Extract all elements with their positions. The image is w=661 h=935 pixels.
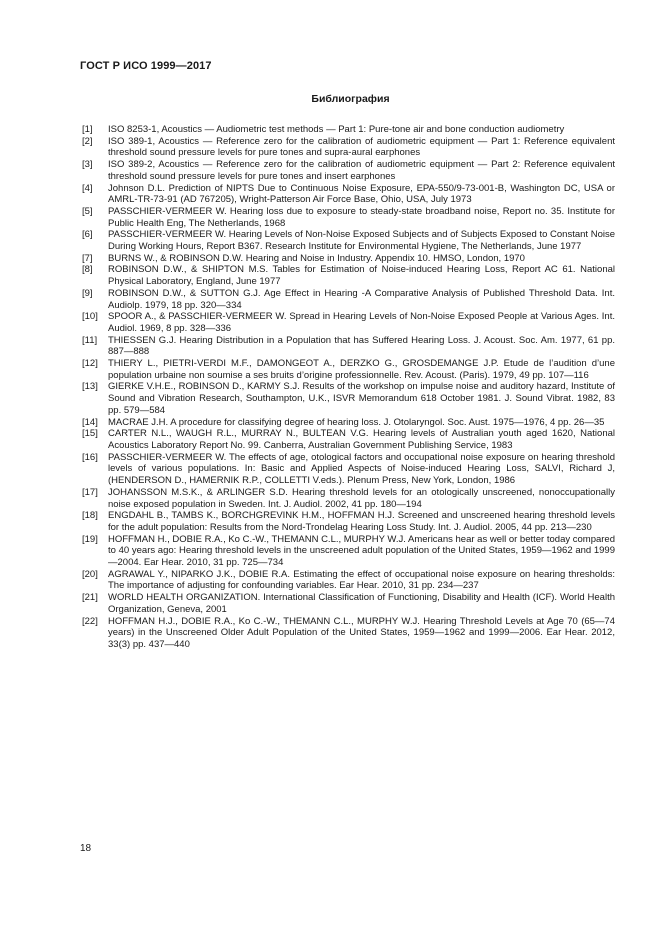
bibliography-entry-number: [6] (82, 229, 93, 241)
bibliography-list (82, 124, 615, 651)
bibliography-entry-number: [16] (82, 451, 98, 463)
bibliography-entry (82, 510, 615, 533)
bibliography-entry (82, 136, 615, 159)
bibliography-entry-number: [8] (82, 264, 93, 276)
bibliography-entry-number: [13] (82, 381, 98, 393)
bibliography-entry-text: PASSCHIER-VERMEER W. The effects of age, otological factors and occupational noise exposure on hearing threshold levels of various populations. In: Basic and Applied Aspects of Noise-induced Hearing Loss, SALVI, Richard J, (HENDERSON D., HAMERNIK R.P., COLLETTI V.eds.). Plenum Press, New York, London, 1986 (108, 451, 615, 487)
bibliography-entry (82, 124, 615, 136)
bibliography-entry-text: ENGDAHL B., TAMBS K., BORCHGREVINK H.M., HOFFMAN H.J. Screened and unscreened hearing threshold levels for the adult population: Results from the Nord-Trondelag Hearing Loss Study. Int. J. Audiol. 2005, 44 pp. 213—230 (108, 510, 615, 533)
bibliography-entry-number: [3] (82, 159, 93, 171)
bibliography-entry-text: THIERY L., PIETRI-VERDI M.F., DAMONGEOT A., DERZKO G., GROSDEMANGE J.P. Etude de l’audition d’une population urbaine non soumise a ses bruits d’origine professionnelle. Rev. Acoust. (Paris). 1979, 49 pp. 107—116 (108, 358, 615, 381)
bibliography-entry-number: [5] (82, 205, 93, 217)
bibliography-entry (82, 253, 615, 265)
bibliography-entry-text: ISO 8253-1, Acoustics — Audiometric test methods — Part 1: Pure-tone air and bone conduction audiometry (108, 124, 565, 135)
bibliography-entry-text: ISO 389-2, Acoustics — Reference zero for the calibration of audiometric equipment — Part 2: Reference equivalent threshold sound pressure levels for pure tones and insert earphones (108, 159, 615, 182)
bibliography-entry (82, 206, 615, 229)
bibliography-title: Библиография (311, 93, 390, 105)
bibliography-entry-number: [2] (82, 135, 93, 147)
bibliography-entry-text: ROBINSON D.W., & SUTTON G.J. Age Effect in Hearing -A Comparative Analysis of Published Threshold Data. Int. Audiolp. 1979, 18 pp. 320—334 (108, 287, 615, 311)
bibliography-entry (82, 616, 615, 651)
bibliography-entry (82, 534, 615, 569)
bibliography-entry (82, 569, 615, 592)
bibliography-entry-number: [7] (82, 252, 93, 264)
bibliography-entry-number: [12] (82, 358, 98, 370)
bibliography-entry (82, 592, 615, 615)
bibliography-entry-text: SPOOR A., & PASSCHIER-VERMEER W. Spread in Hearing Levels of Non-Noise Exposed People at Various Ages. Int. Audiol. 1969, 8 pp. 328—336 (108, 311, 615, 334)
bibliography-entry-number: [18] (82, 510, 98, 522)
bibliography-entry-text: HOFFMAN H.J., DOBIE R.A., Ko C.-W., THEMANN C.L., MURPHY W.J. Hearing Threshold Levels at Age 70 (65—74 years) in the Unscreened Older Adult Population of the United States, 1959—1962 and 1999—2006. Ear Hear. 2012, 33(3) pp. 437—440 (108, 615, 615, 650)
bibliography-entry-number: [22] (82, 615, 98, 627)
bibliography-entry (82, 335, 615, 358)
bibliography-entry (82, 381, 615, 416)
bibliography-entry (82, 264, 615, 287)
bibliography-entry-text: PASSCHIER-VERMEER W. Hearing Levels of Non-Noise Exposed Subjects and of Subjects Exposed to Constant Noise During Working Hours, Report B367. Research Institute for Environmental Hygiene, The Netherlands, June 1977 (108, 229, 615, 253)
bibliography-entry-number: [21] (82, 592, 98, 604)
bibliography-entry-number: [17] (82, 486, 98, 498)
bibliography-entry-number: [14] (82, 416, 98, 428)
bibliography-entry-text: JOHANSSON M.S.K., & ARLINGER S.D. Hearing threshold levels for an otologically unscreened, nonoccupationally noise exposed population in Sweden. Int. J. Audiol. 2002, 41 pp. 180—194 (108, 486, 615, 510)
bibliography-entry-text: ISO 389-1, Acoustics — Reference zero for the calibration of audiometric equipment — Part 1: Reference equivalent threshold sound pressure levels for pure tones and supra-aural earphones (108, 135, 615, 159)
bibliography-entry-number: [9] (82, 287, 93, 299)
bibliography-entry (82, 452, 615, 487)
bibliography-entry-text: Johnson D.L. Prediction of NIPTS Due to Continuous Noise Exposure, EPA-550/9-73-001-B, Washington DC, USA or AMRL-TR-73-91 (AD 767205), Wright-Patterson Air Force Base, Ohio, USA, July 1973 (108, 182, 615, 206)
bibliography-entry-text: WORLD HEALTH ORGANIZATION. International Classification of Functioning, Disability and Health (ICF). World Health Organization, Geneva, 2001 (108, 592, 615, 615)
bibliography-entry (82, 159, 615, 182)
bibliography-entry-number: [19] (82, 533, 98, 545)
bibliography-entry (82, 358, 615, 381)
page-number: 18 (80, 843, 92, 854)
bibliography-entry-text: BURNS W., & ROBINSON D.W. Hearing and Noise in Industry. Appendix 10. HMSO, London, 1970 (108, 252, 525, 264)
bibliography-entry-number: [15] (82, 428, 98, 440)
bibliography-entry (82, 487, 615, 510)
bibliography-entry (82, 183, 615, 206)
bibliography-entry (82, 428, 615, 451)
bibliography-entry-text: MACRAE J.H. A procedure for classifying degree of hearing loss. J. Otolaryngol. Soc. Aust. 1975—1976, 4 pp. 26—35 (108, 416, 605, 428)
bibliography-entry-number: [4] (82, 182, 93, 194)
bibliography-entry-number: [20] (82, 568, 98, 580)
bibliography-entry (82, 311, 615, 334)
bibliography-entry-number: [10] (82, 311, 98, 323)
bibliography-entry-text: CARTER N.L., WAUGH R.L., MURRAY N., BULTEAN V.G. Hearing levels of Australian youth aged 1620, National Acoustics Laboratory Report No. 99. Canberra, Australian Government Publishing Service, 1983 (108, 428, 615, 451)
bibliography-entry-text: PASSCHIER-VERMEER W. Hearing loss due to exposure to steady-state broadband noise, Report no. 35. Institute for Public Health Eng, The Netherlands, 1968 (108, 205, 615, 229)
bibliography-entry-number: [11] (82, 334, 98, 346)
bibliography-entry (82, 229, 615, 252)
bibliography-entry-number: [1] (82, 124, 93, 135)
bibliography-entry-text: HOFFMAN H., DOBIE R.A., Ko C.-W., THEMANN C.L., MURPHY W.J. Americans hear as well or better today compared to 40 years ago: Hearing threshold levels in the unscreened adult population of the United States, 1959—1962 and 1999—2004. Ear Hear. 2010, 31 pp. 725—734 (108, 533, 615, 569)
bibliography-entry (82, 288, 615, 311)
bibliography-entry (82, 417, 615, 429)
document-header: ГОСТ Р ИСО 1999—2017 (80, 60, 212, 72)
bibliography-entry-text: GIERKE V.H.E., ROBINSON D., KARMY S.J. Results of the workshop on impulse noise and auditory hazard, Institute of Sound and Vibration Research, Southampton, U.K., ISVR Memorandum 618 October 1981. J. Sound Vibrat. 1982, 83 pp. 579—584 (108, 381, 615, 416)
bibliography-entry-text: AGRAWAL Y., NIPARKO J.K., DOBIE R.A. Estimating the effect of occupational noise exposure on hearing thresholds: The importance of adjusting for confounding variables. Ear Hear. 2010, 31 pp. 234—237 (108, 568, 615, 592)
bibliography-entry-text: ROBINSON D.W., & SHIPTON M.S. Tables for Estimation of Noise-induced Hearing Loss, Report AC 61. National Physical Laboratory, England, June 1977 (108, 264, 615, 288)
bibliography-entry-text: THIESSEN G.J. Hearing Distribution in a Population that has Suffered Hearing Loss. J. Acoust. Soc. Am. 1977, 61 pp. 887—888 (108, 334, 615, 358)
